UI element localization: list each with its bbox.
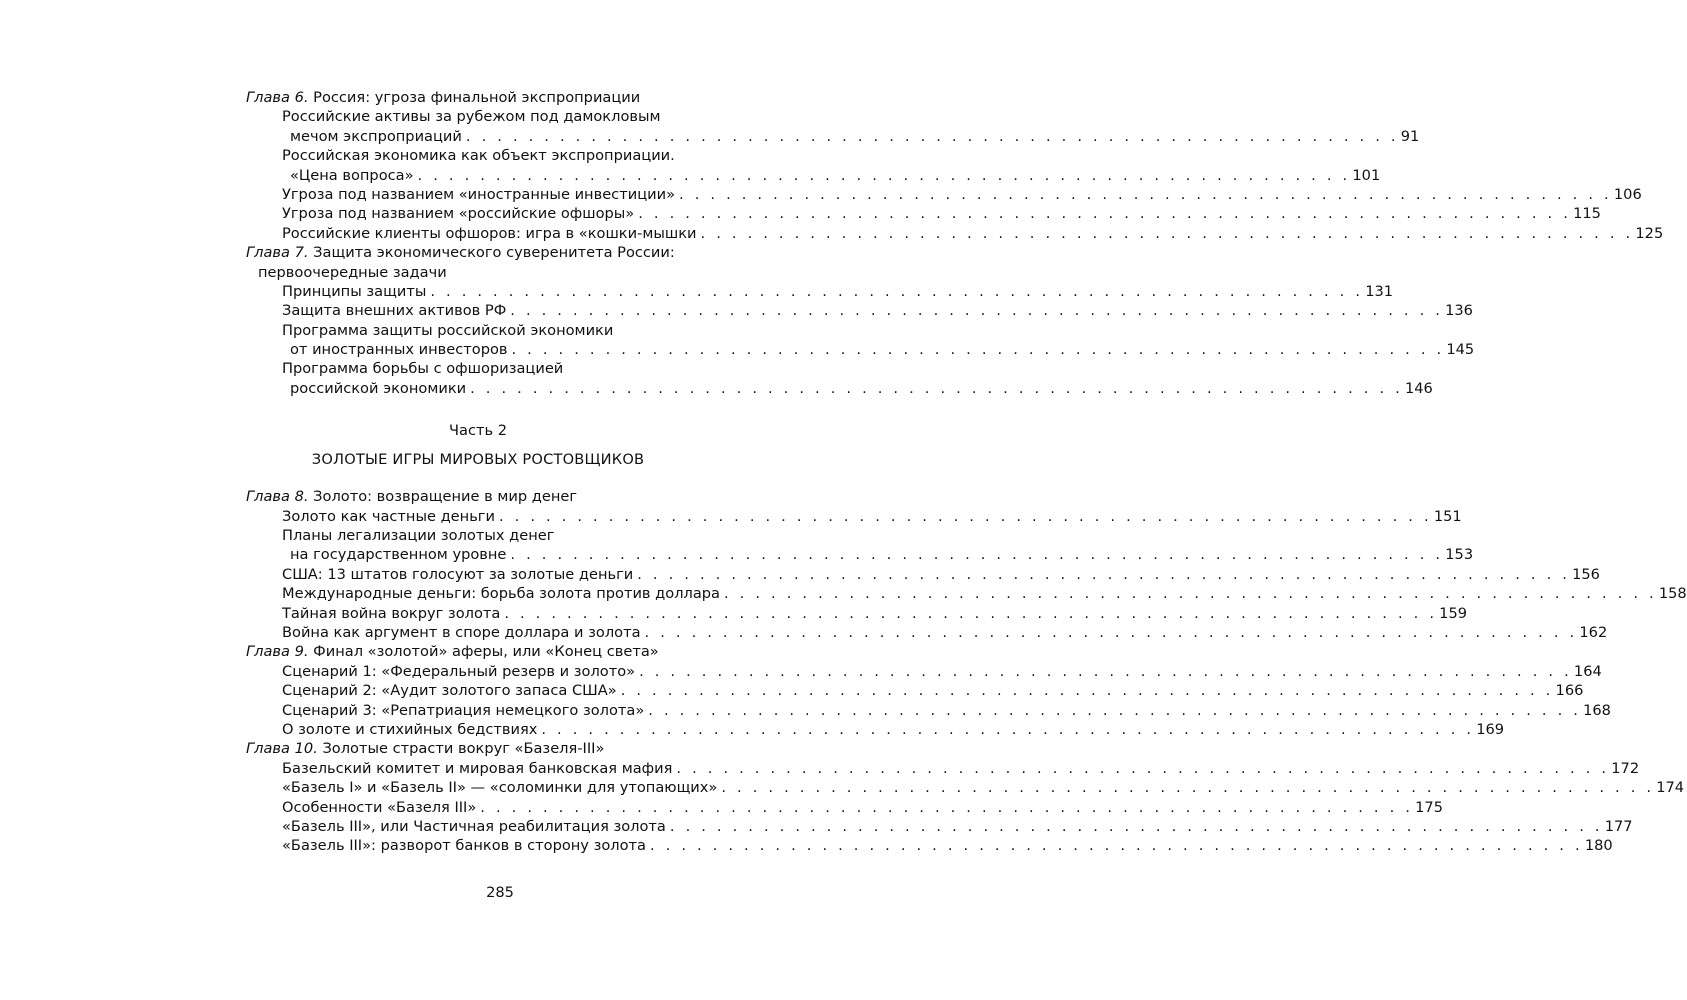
toc-entry-row [246, 701, 1611, 720]
toc-page-number: 156 [1572, 565, 1600, 583]
section-title: Сценарий 1: «Федеральный резерв и золото» [282, 662, 636, 680]
leader-dots: . . . . . . . . . . . . . . . . . . . . . . . . . . . . . . . . . . . . . . . . . . . . . . . . . . . . . . . . . . . . [511, 341, 1445, 359]
toc-page-number: 175 [1415, 798, 1443, 816]
chapter-label: Глава 6. [246, 89, 309, 106]
toc-page-number: 159 [1439, 604, 1468, 622]
leader-dots: . . . . . . . . . . . . . . . . . . . . . . . . . . . . . . . . . . . . . . . . . . . . . . . . . . . . . . . . . . . . [510, 546, 1444, 564]
toc-entry-row [246, 340, 1475, 359]
toc-page-number: 162 [1579, 623, 1608, 641]
toc-page-number: 131 [1365, 282, 1394, 300]
section-title: Программа борьбы с офшоризацией [282, 360, 564, 378]
toc-page-number: 153 [1445, 546, 1474, 564]
toc-entry-row [246, 507, 1462, 526]
toc-page-number: 158 [1658, 585, 1687, 603]
leader-dots: . . . . . . . . . . . . . . . . . . . . . . . . . . . . . . . . . . . . . . . . . . . . . . . . . . . . . . . . . . . . [721, 779, 1655, 797]
section-title: мечом экспроприаций [290, 127, 462, 145]
toc-entry-row [246, 623, 1608, 642]
toc-entry-row [246, 778, 1685, 797]
section-title: Война как аргумент в споре доллара и золота [282, 623, 641, 641]
toc-page-number: 166 [1555, 682, 1584, 700]
leader-dots: . . . . . . . . . . . . . . . . . . . . . . . . . . . . . . . . . . . . . . . . . . . . . . . . . . . . . . . . . . . . [724, 585, 1657, 603]
toc-part2-list [246, 487, 1687, 855]
toc-entry-row [246, 282, 1394, 301]
section-title: Угроза под названием «иностранные инвестиции» [282, 185, 676, 203]
chapter-title: Финал «золотой» аферы, или «Конец света» [313, 643, 659, 661]
toc-page-number: 164 [1573, 662, 1602, 680]
toc-entry-row [246, 321, 710, 340]
toc-entry-row [246, 263, 710, 282]
section-title: Международные деньги: борьба золота против доллара [282, 585, 720, 603]
section-title: «Базель III»: разворот банков в сторону золота [282, 837, 646, 855]
leader-dots: . . . . . . . . . . . . . . . . . . . . . . . . . . . . . . . . . . . . . . . . . . . . . . . . . . . . . . . . . . . . [541, 720, 1475, 738]
toc-chapter-row [246, 487, 710, 506]
leader-dots: . . . . . . . . . . . . . . . . . . . . . . . . . . . . . . . . . . . . . . . . . . . . . . . . . . . . . . . . . . . . [620, 682, 1554, 700]
leader-dots: . . . . . . . . . . . . . . . . . . . . . . . . . . . . . . . . . . . . . . . . . . . . . . . . . . . . . . . . . . . . [676, 759, 1610, 777]
section-title: на государственном уровне [290, 546, 507, 564]
section-title: первоочередные задачи [258, 263, 447, 281]
section-title: «Цена вопроса» [290, 166, 414, 184]
section-title: О золоте и стихийных бедствиях [282, 720, 538, 738]
section-title: Планы легализации золотых денег [282, 527, 555, 545]
toc-chapter-row [246, 642, 710, 661]
toc-entry-row [246, 798, 1443, 817]
toc-entry-row [246, 526, 710, 545]
toc-entry-row [246, 301, 1473, 320]
part-label: Часть 2 [449, 422, 507, 440]
toc-entry-row [246, 185, 1642, 204]
toc-entry-row [246, 720, 1505, 739]
leader-dots: . . . . . . . . . . . . . . . . . . . . . . . . . . . . . . . . . . . . . . . . . . . . . . . . . . . . . . . . . . . . [669, 817, 1603, 835]
section-title: Угроза под названием «российские офшоры» [282, 205, 635, 223]
toc-entry-row [246, 107, 710, 126]
table-of-contents [246, 88, 1687, 856]
toc-entry-row [246, 146, 710, 165]
leader-dots: . . . . . . . . . . . . . . . . . . . . . . . . . . . . . . . . . . . . . . . . . . . . . . . . . . . . . . . . . . . . [648, 701, 1582, 719]
toc-page-number: 151 [1433, 507, 1462, 525]
leader-dots: . . . . . . . . . . . . . . . . . . . . . . . . . . . . . . . . . . . . . . . . . . . . . . . . . . . . . . . . . . . . [465, 127, 1399, 145]
toc-page-number: 168 [1583, 701, 1611, 719]
toc-entry-row [246, 759, 1640, 778]
part-title: ЗОЛОТЫЕ ИГРЫ МИРОВЫХ РОСТОВЩИКОВ [311, 451, 645, 469]
leader-dots: . . . . . . . . . . . . . . . . . . . . . . . . . . . . . . . . . . . . . . . . . . . . . . . . . . . . . . . . . . . . [639, 662, 1572, 680]
chapter-title: Защита экономического суверенитета России: [313, 244, 675, 262]
section-title: Российские клиенты офшоров: игра в «кошки-мышки [282, 224, 697, 242]
chapter-label: Глава 10. [246, 740, 318, 758]
leader-dots: . . . . . . . . . . . . . . . . . . . . . . . . . . . . . . . . . . . . . . . . . . . . . . . . . . . . . . . . . . . . [504, 604, 1438, 622]
toc-page-number: 115 [1573, 205, 1601, 223]
toc-page-number: 169 [1476, 720, 1505, 738]
toc-entry-row [246, 565, 1600, 584]
leader-dots: . . . . . . . . . . . . . . . . . . . . . . . . . . . . . . . . . . . . . . . . . . . . . . . . . . . . . . . . . . . . [430, 282, 1364, 300]
leader-dots: . . . . . . . . . . . . . . . . . . . . . . . . . . . . . . . . . . . . . . . . . . . . . . . . . . . . . . . . . . . . [510, 302, 1444, 320]
toc-page-number: 106 [1613, 185, 1642, 203]
toc-page-number: 180 [1584, 837, 1613, 855]
toc-entry-row [246, 662, 1602, 681]
toc-page-number: 146 [1404, 379, 1433, 397]
section-title: «Базель I» и «Базель II» — «соломинки для утопающих» [282, 779, 718, 797]
section-title: «Базель III», или Частичная реабилитация золота [282, 817, 666, 835]
toc-page-number: 177 [1604, 817, 1633, 835]
chapter-title: Золото: возвращение в мир денег [313, 488, 578, 506]
toc-page-number: 125 [1635, 224, 1664, 242]
chapter-title: Золотые страсти вокруг «Базеля-III» [322, 740, 605, 758]
section-title: США: 13 штатов голосуют за золотые деньги [282, 565, 634, 583]
leader-dots: . . . . . . . . . . . . . . . . . . . . . . . . . . . . . . . . . . . . . . . . . . . . . . . . . . . . . . . . . . . . [498, 507, 1432, 525]
toc-chapter-row [246, 739, 710, 758]
leader-dots: . . . . . . . . . . . . . . . . . . . . . . . . . . . . . . . . . . . . . . . . . . . . . . . . . . . . . . . . . . . . [700, 224, 1634, 242]
section-title: Тайная война вокруг золота [282, 604, 501, 622]
section-title: Программа защиты российской экономики [282, 321, 614, 339]
toc-entry-row [246, 127, 1420, 146]
section-title: Сценарий 2: «Аудит золотого запаса США» [282, 682, 617, 700]
leader-dots: . . . . . . . . . . . . . . . . . . . . . . . . . . . . . . . . . . . . . . . . . . . . . . . . . . . . . . . . . . . . [644, 623, 1578, 641]
chapter-label: Глава 7. [246, 244, 309, 262]
toc-entry-row [246, 545, 1474, 564]
chapter-label: Глава 9. [246, 643, 309, 661]
section-title: Особенности «Базеля III» [282, 798, 477, 816]
toc-page-number: 172 [1611, 759, 1640, 777]
leader-dots: . . . . . . . . . . . . . . . . . . . . . . . . . . . . . . . . . . . . . . . . . . . . . . . . . . . . . . . . . . . . [470, 379, 1403, 397]
toc-part1-list [246, 88, 1664, 398]
section-title: Российские активы за рубежом под дамокловым [282, 108, 661, 126]
section-title: Принципы защиты [282, 282, 427, 300]
chapter-title: Россия: угроза финальной экспроприации [313, 89, 641, 106]
section-title: от иностранных инвесторов [290, 341, 508, 359]
toc-entry-row [246, 681, 1584, 700]
toc-entry-row [246, 224, 1664, 243]
leader-dots: . . . . . . . . . . . . . . . . . . . . . . . . . . . . . . . . . . . . . . . . . . . . . . . . . . . . . . . . . . . . [649, 837, 1583, 855]
leader-dots: . . . . . . . . . . . . . . . . . . . . . . . . . . . . . . . . . . . . . . . . . . . . . . . . . . . . . . . . . . . . [417, 166, 1351, 184]
toc-chapter-row [246, 243, 710, 262]
toc-page-number: 136 [1445, 302, 1473, 320]
leader-dots: . . . . . . . . . . . . . . . . . . . . . . . . . . . . . . . . . . . . . . . . . . . . . . . . . . . . . . . . . . . . [679, 185, 1612, 203]
chapter-label: Глава 8. [246, 488, 309, 506]
toc-entry-row [246, 817, 1633, 836]
toc-entry-row [246, 836, 1613, 855]
section-title: Сценарий 3: «Репатриация немецкого золота» [282, 701, 645, 719]
toc-entry-row [246, 166, 1381, 185]
section-title: Защита внешних активов РФ [282, 302, 507, 320]
toc-page-number: 145 [1446, 341, 1475, 359]
section-title: российской экономики [290, 379, 467, 397]
page-number: 285 [486, 884, 514, 901]
leader-dots: . . . . . . . . . . . . . . . . . . . . . . . . . . . . . . . . . . . . . . . . . . . . . . . . . . . . . . . . . . . . [480, 798, 1414, 816]
leader-dots: . . . . . . . . . . . . . . . . . . . . . . . . . . . . . . . . . . . . . . . . . . . . . . . . . . . . . . . . . . . . [637, 565, 1571, 583]
toc-entry-row [246, 379, 1433, 398]
toc-page-number: 174 [1656, 779, 1685, 797]
leader-dots: . . . . . . . . . . . . . . . . . . . . . . . . . . . . . . . . . . . . . . . . . . . . . . . . . . . . . . . . . . . . [638, 205, 1572, 223]
toc-entry-row [246, 604, 1468, 623]
toc-chapter-row [246, 88, 710, 107]
toc-entry-row [246, 204, 1601, 223]
toc-entry-row [246, 359, 710, 378]
section-title: Золото как частные деньги [282, 507, 495, 525]
section-title: Базельский комитет и мировая банковская мафия [282, 759, 673, 777]
toc-page-number: 101 [1352, 166, 1381, 184]
section-title: Российская экономика как объект экспроприации. [282, 147, 675, 165]
toc-entry-row [246, 584, 1687, 603]
toc-page-number: 91 [1400, 127, 1420, 145]
